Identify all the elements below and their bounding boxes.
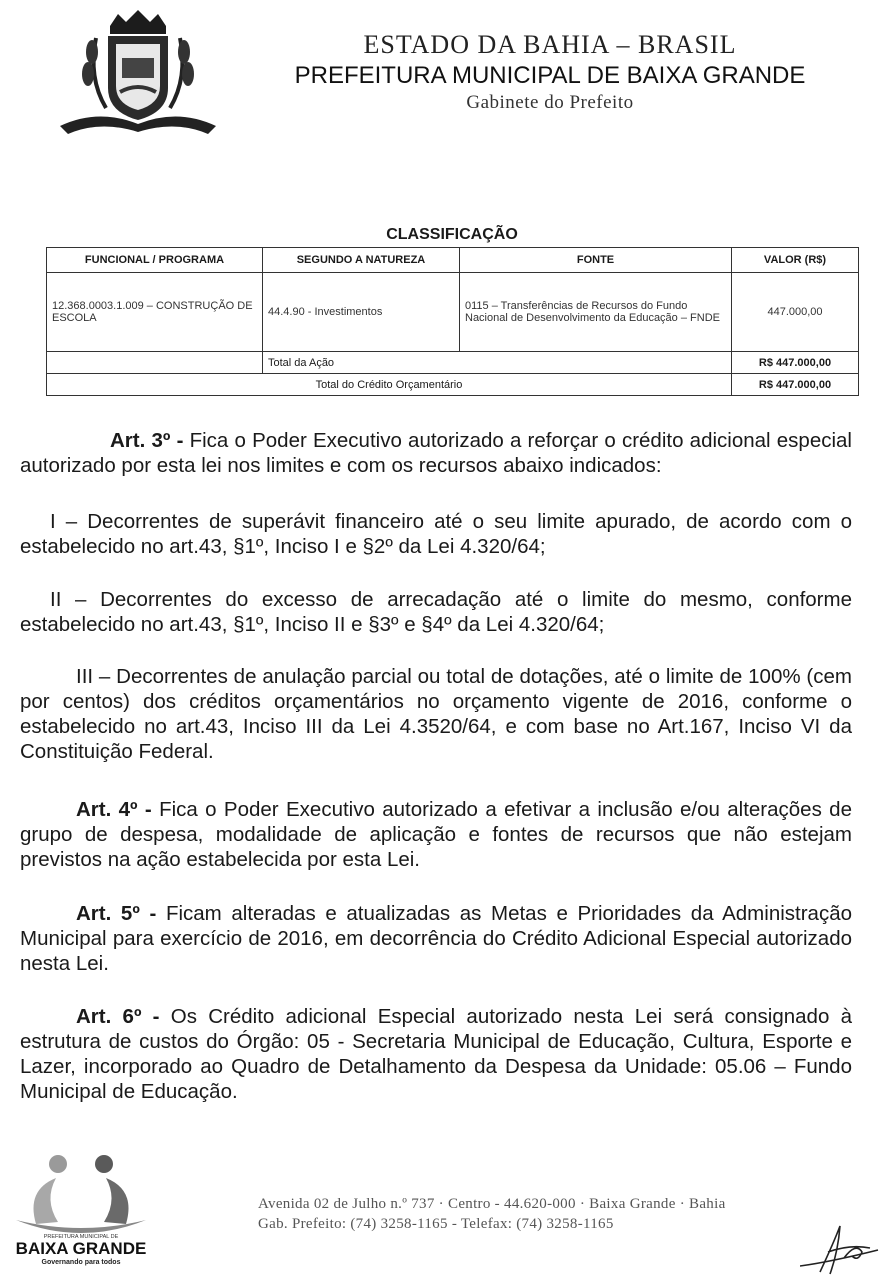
article-3 <box>20 428 852 478</box>
total-acao-row <box>47 352 859 374</box>
article-6-label: Art. 6º - <box>76 1005 160 1028</box>
article-4-text: Fica o Poder Executivo autorizado a efetivar a inclusão e/ou alterações de grupo de despesa, modalidade de aplicação e fontes de recursos que não estejam previstos na ação estabelecida por esta Lei. <box>20 798 852 871</box>
item-2-text: II – Decorrentes do excesso de arrecadação até o limite do mesmo, conforme estabelecido no art.43, §1º, Inciso II e §3º e §4º da Lei 4.320/64; <box>20 588 852 636</box>
article-3-label: Art. 3º - <box>110 429 184 452</box>
column-header: FUNCIONAL / PROGRAMA <box>47 248 263 273</box>
funcional-cell: 12.368.0003.1.009 – CONSTRUÇÃO DE ESCOLA <box>47 273 263 352</box>
signature-icon <box>800 1222 880 1277</box>
logo-small-text: PREFEITURA MUNICIPAL DE <box>43 1234 119 1240</box>
total-acao-value: R$ 447.000,00 <box>732 352 859 374</box>
natureza-cell: 44.4.90 - Investimentos <box>263 273 460 352</box>
item-2 <box>20 587 852 637</box>
article-5-text: Ficam alteradas e atualizadas as Metas e Prioridades da Administração Municipal para exercício de 2016, em decorrência do Crédito Adicional Especial autorizado nesta Lei. <box>20 902 852 975</box>
article-6-text: Os Crédito adicional Especial autorizado nesta Lei será consignado à estrutura de custos do Órgão: 05 - Secretaria Municipal de Educação, Cultura, Esporte e Lazer, incorporado ao Quadro de Detalhamento da Despesa da Unidade: 05.06 – Fundo Municipal de Educação. <box>20 1005 853 1103</box>
municipality-title: PREFEITURA MUNICIPAL DE BAIXA GRANDE <box>294 62 806 89</box>
article-5 <box>20 901 852 976</box>
classification-table <box>46 247 859 396</box>
table-header-row <box>47 248 859 273</box>
footer-phones: Gab. Prefeito: (74) 3258-1165 - Telefax: (74) 3258-1165 <box>258 1216 614 1232</box>
item-3 <box>20 664 852 764</box>
column-header: SEGUNDO A NATUREZA <box>263 248 460 273</box>
total-acao-label: Total da Ação <box>263 352 732 374</box>
municipal-crest-icon <box>58 8 218 136</box>
total-credito-row <box>47 374 859 396</box>
item-1 <box>20 509 852 559</box>
logo-name-text: BAIXA GRANDE <box>15 1239 147 1258</box>
classification-title: CLASSIFICAÇÃO <box>386 226 518 243</box>
column-header: VALOR (R$) <box>732 248 859 273</box>
article-3-text: Fica o Poder Executivo autorizado a reforçar o crédito adicional especial autorizado por esta lei nos limites e com os recursos abaixo indicados: <box>20 429 852 477</box>
valor-cell: 447.000,00 <box>732 273 859 352</box>
total-credito-value: R$ 447.000,00 <box>732 374 859 396</box>
article-4 <box>20 797 852 872</box>
office-subtitle: Gabinete do Prefeito <box>466 92 634 113</box>
article-4-label: Art. 4º - <box>76 798 152 821</box>
footer-address: Avenida 02 de Julho n.º 737 · Centro - 44.620-000 · Baixa Grande · Bahia <box>258 1196 726 1212</box>
state-title: ESTADO DA BAHIA – BRASIL <box>363 30 737 59</box>
fonte-cell: 0115 – Transferências de Recursos do Fundo Nacional de Desenvolvimento da Educação – FNDE <box>460 273 732 352</box>
item-3-text: III – Decorrentes de anulação parcial ou total de dotações, até o limite de 100% (cem por centos) dos créditos orçamentários no orçamento vigente de 2016, conforme o estabelecido no art.43, Inciso III da Lei 4.3520/64, e com base no Art.167, Inciso VI da Constituição Federal. <box>20 665 852 763</box>
total-credito-label: Total do Crédito Orçamentário <box>47 374 732 396</box>
logo-slogan-text: Governando para todos <box>41 1259 121 1266</box>
baixa-grande-logo-icon <box>6 1150 156 1268</box>
table-row <box>47 273 859 352</box>
article-6 <box>20 1004 852 1104</box>
article-5-label: Art. 5º - <box>76 902 157 925</box>
item-1-text: I – Decorrentes de superávit financeiro até o seu limite apurado, de acordo com o estabelecido no art.43, §1º, Inciso I e §2º da Lei 4.320/64; <box>20 510 852 558</box>
column-header: FONTE <box>460 248 732 273</box>
